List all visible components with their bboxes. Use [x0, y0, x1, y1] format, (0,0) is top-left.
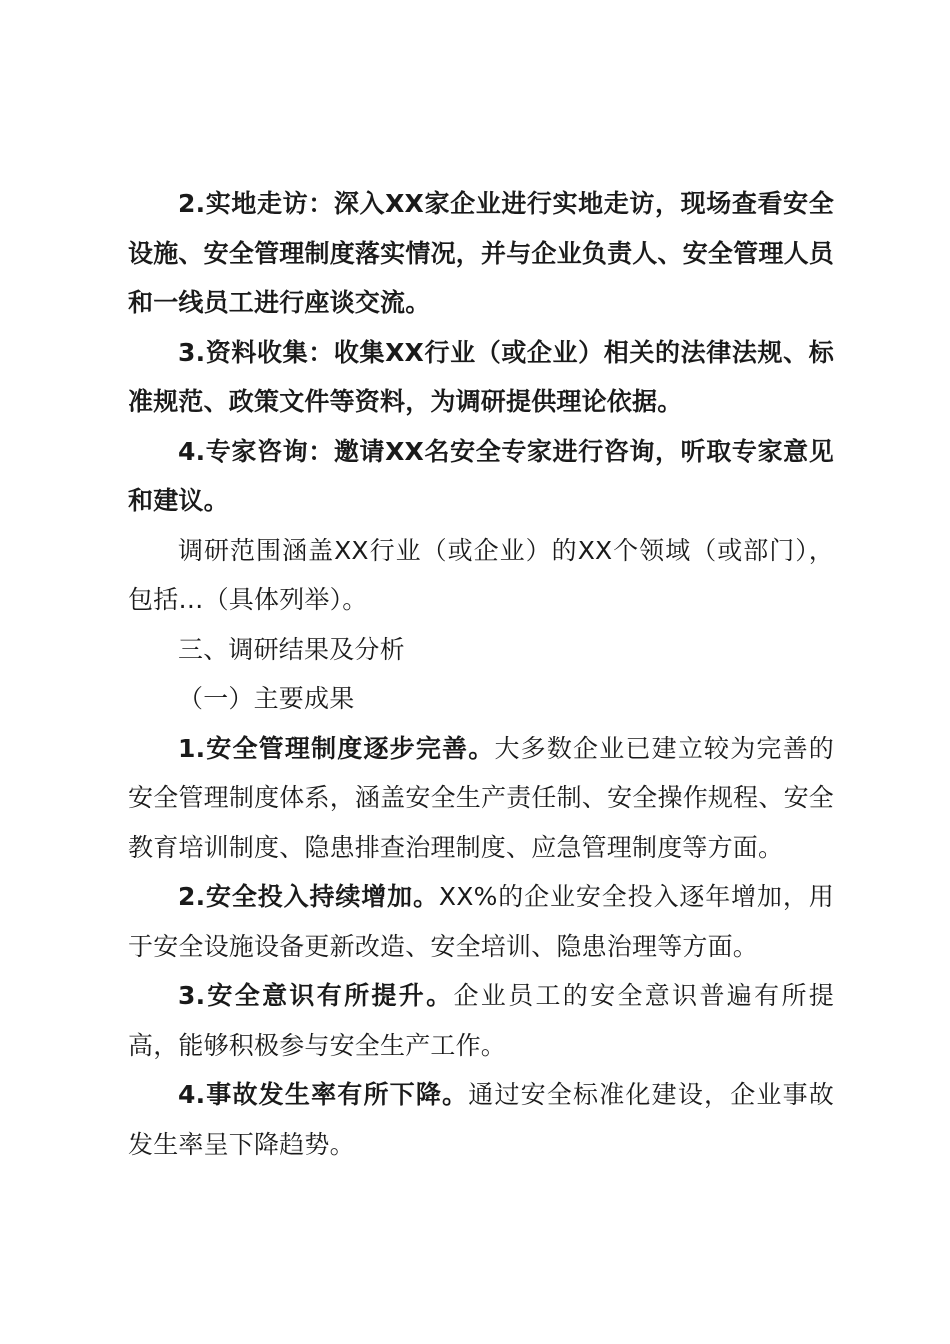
- paragraph-text: 3.资料收集：收集XX行业（或企业）相关的法律法规、标准规范、政策文件等资料，为调研提供理论依据。: [128, 337, 834, 416]
- paragraph-result-safety-investment: [128, 872, 834, 971]
- paragraph-text: 调研范围涵盖XX行业（或企业）的XX个领域（或部门），包括…（具体列举）。: [128, 535, 834, 614]
- paragraph-text: 企业员工的安全意识普遍有所提高，能够积极参与安全生产工作。: [128, 981, 835, 1060]
- paragraph-text: 大多数企业已建立较为完善的安全管理制度体系，涵盖安全生产责任制、安全操作规程、安全教育培训制度、隐患排查治理制度、应急管理制度等方面。: [128, 733, 834, 862]
- paragraph-data-collection: [128, 328, 834, 427]
- paragraph-lead: 4.事故发生率有所下降。: [178, 1080, 469, 1109]
- section-heading-results: [128, 625, 834, 675]
- paragraph-lead: 3.安全意识有所提升。: [178, 981, 454, 1010]
- document-page: [128, 179, 834, 1169]
- paragraph-research-scope: [128, 526, 834, 625]
- paragraph-field-visit: [128, 179, 834, 328]
- paragraph-expert-consultation: [128, 427, 834, 526]
- paragraph-lead: 1.安全管理制度逐步完善。: [178, 733, 495, 763]
- paragraph-text: 2.实地走访：深入XX家企业进行实地走访，现场查看安全设施、安全管理制度落实情况，并与企业负责人、安全管理人员和一线员工进行座谈交流。: [128, 189, 834, 317]
- heading-text: 三、调研结果及分析: [178, 634, 405, 664]
- paragraph-result-accident-rate: [128, 1070, 834, 1169]
- paragraph-text: 通过安全标准化建设，企业事故发生率呈下降趋势。: [128, 1080, 834, 1159]
- subsection-heading-main-achievements: [128, 674, 834, 724]
- paragraph-text: 4.专家咨询：邀请XX名安全专家进行咨询，听取专家意见和建议。: [128, 436, 834, 515]
- paragraph-lead: 2.安全投入持续增加。: [178, 882, 439, 911]
- paragraph-result-safety-awareness: [128, 971, 834, 1070]
- paragraph-result-management-system: [128, 724, 834, 873]
- heading-text: （一）主要成果: [178, 684, 355, 713]
- paragraph-text: XX%的企业安全投入逐年增加，用于安全设施设备更新改造、安全培训、隐患治理等方面。: [128, 882, 834, 961]
